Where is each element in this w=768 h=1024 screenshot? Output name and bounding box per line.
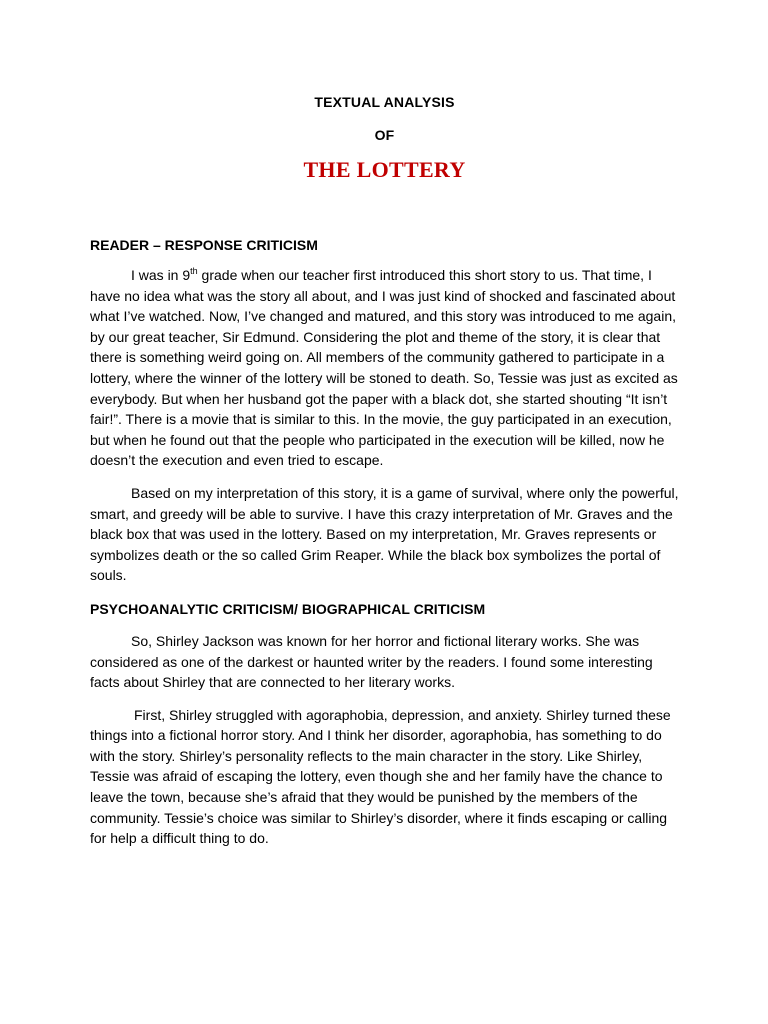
superscript-ordinal: th bbox=[190, 266, 198, 276]
paragraph-psychoanalytic-2: First, Shirley struggled with agoraphobia, depression, and anxiety. Shirley turned these things into a fictional horror story. And I think her disorder, agoraphobia, has something to do with the story. Shirley’s personality reflects to the main character in the story. Like Shirley, Tessie was afraid of escaping the lottery, even though she and her family have the chance to leave the town, because she’s afraid that they would be punished by the members of the community. Tessie’s choice was similar to Shirley’s disorder, where it finds escaping or calling for help a difficult thing to do. bbox=[90, 706, 671, 847]
paragraph-psychoanalytic-1: So, Shirley Jackson was known for her horror and fictional literary works. She was considered as one of the darkest or haunted writer by the readers. I found some interesting facts about Shirley that are connected to her literary works. bbox=[90, 632, 653, 691]
title-of: OF bbox=[374, 127, 395, 143]
paragraph-reader-response-2: Based on my interpretation of this story, it is a game of survival, where only the powerful, smart, and greedy will be able to survive. I have this crazy interpretation of Mr. Graves and the black box that was used in the lottery. Based on my interpretation, Mr. Graves represents or symbolizes death or the so called Grim Reaper. While the black box symbolizes the portal of souls. bbox=[90, 484, 679, 584]
title-the-lottery: THE LOTTERY bbox=[303, 157, 466, 182]
paragraph-text-rest: grade when our teacher first introduced this short story to us. That time, I have no idea what was the story all about, and I was just kind of shocked and fascinated about what I’ve watched. Now, I’ve changed and matured, and this story was introduced to me again, by our great teacher, Sir Edmund. Considering the plot and theme of the story, it is clear that there is something weird going on. All members of the community gathered to participate in a lottery, where the winner of the lottery will be stoned to death. So, Tessie was just as excited as everybody. But when her husband got the paper with a black dot, she started shouting “It isn’t fair!”. There is a movie that is similar to this. In the movie, the guy participated in an execution, but when he found out that the people who participated in the execution will be killed, now he doesn’t the execution and even tried to escape. bbox=[90, 267, 678, 469]
title-textual-analysis: TEXTUAL ANALYSIS bbox=[314, 94, 455, 110]
heading-reader-response: READER – RESPONSE CRITICISM bbox=[90, 237, 318, 253]
heading-psychoanalytic: PSYCHOANALYTIC CRITICISM/ BIOGRAPHICAL CRITICISM bbox=[90, 600, 486, 617]
paragraph-text-start: I was in 9 bbox=[131, 267, 191, 283]
document-content bbox=[90, 92, 679, 849]
paragraph-reader-response-1 bbox=[90, 265, 679, 471]
